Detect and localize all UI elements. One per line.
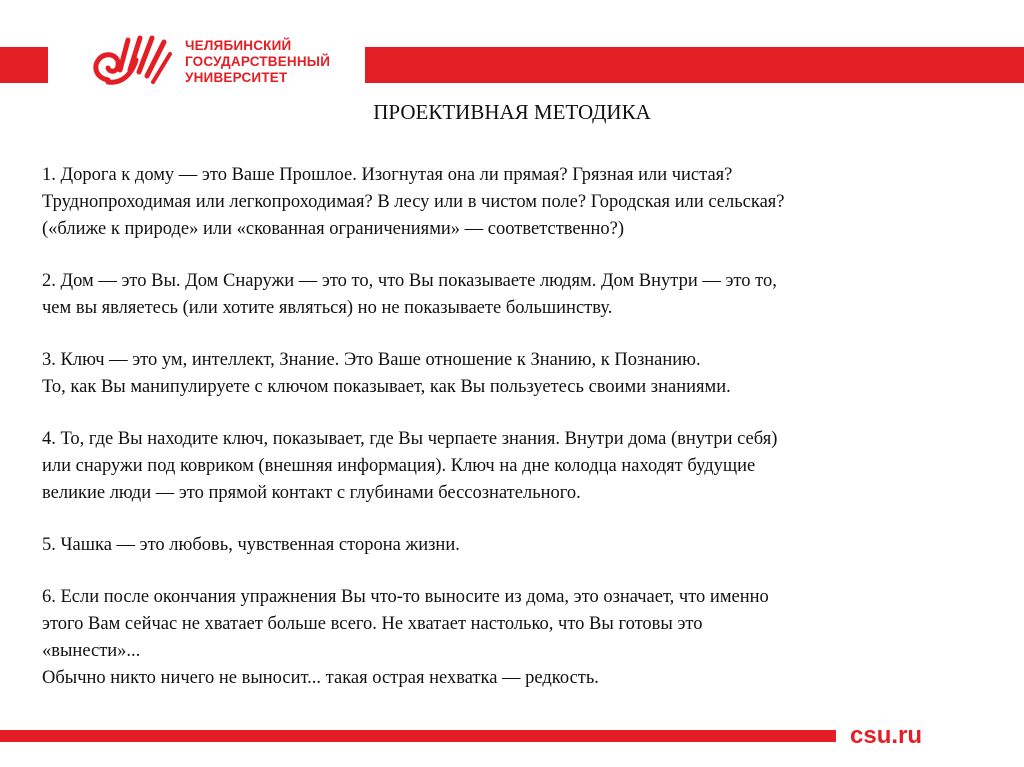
- text-line: чем вы являетесь (или хотите являться) но не показываете большинству.: [42, 298, 613, 318]
- paragraph-5: [42, 532, 1002, 559]
- paragraph-1: [42, 162, 1002, 243]
- text-line: Обычно никто ничего не выносит... такая острая нехватка — редкость.: [42, 668, 599, 688]
- university-logo-icon: [78, 30, 178, 100]
- text-line: 3. Ключ — это ум, интеллект, Знание. Это Ваше отношение к Знанию, к Познанию.: [42, 350, 701, 370]
- paragraph-6: [42, 584, 1002, 692]
- text-line: То, как Вы манипулируете с ключом показывает, как Вы пользуетесь своими знаниями.: [42, 377, 731, 397]
- text-line: 2. Дом — это Вы. Дом Снаружи — это то, что Вы показываете людям. Дом Внутри — это то,: [42, 271, 777, 291]
- paragraph-4: [42, 426, 1002, 507]
- text-line: Труднопроходимая или легкопроходимая? В лесу или в чистом поле? Городская или сельская?: [42, 192, 785, 212]
- university-name-line: ГОСУДАРСТВЕННЫЙ: [185, 54, 331, 69]
- text-line: «вынести»...: [42, 641, 141, 661]
- text-line: этого Вам сейчас не хватает больше всего. Не хватает настолько, что Вы готовы это: [42, 614, 703, 634]
- university-name: [185, 38, 330, 86]
- university-name-line: ЧЕЛЯБИНСКИЙ: [185, 38, 292, 53]
- text-line: («ближе к природе» или «скованная ограничениями» — соответственно?): [42, 219, 625, 239]
- header-bar-right: [365, 47, 1024, 83]
- paragraph-2: [42, 268, 1002, 322]
- footer-bar: [0, 730, 836, 742]
- text-line: или снаружи под ковриком (внешняя информация). Ключ на дне колодца находят будущие: [42, 456, 756, 476]
- text-line: 4. То, где Вы находите ключ, показывает, где Вы черпаете знания. Внутри дома (внутри себя): [42, 429, 778, 449]
- text-line: 1. Дорога к дому — это Ваше Прошлое. Изогнутая она ли прямая? Грязная или чистая?: [42, 165, 733, 185]
- header-bar-left: [0, 47, 48, 83]
- text-line: 6. Если после окончания упражнения Вы что-то выносите из дома, это означает, что именно: [42, 587, 769, 607]
- text-line: великие люди — это прямой контакт с глубинами бессознательного.: [42, 483, 581, 503]
- slide-body: [42, 162, 1002, 717]
- footer-site-link[interactable]: csu.ru: [850, 722, 923, 749]
- paragraph-3: [42, 347, 1002, 401]
- university-name-line: УНИВЕРСИТЕТ: [185, 70, 288, 85]
- page-title: ПРОЕКТИВНАЯ МЕТОДИКА: [373, 100, 651, 124]
- text-line: 5. Чашка — это любовь, чувственная сторона жизни.: [42, 535, 460, 555]
